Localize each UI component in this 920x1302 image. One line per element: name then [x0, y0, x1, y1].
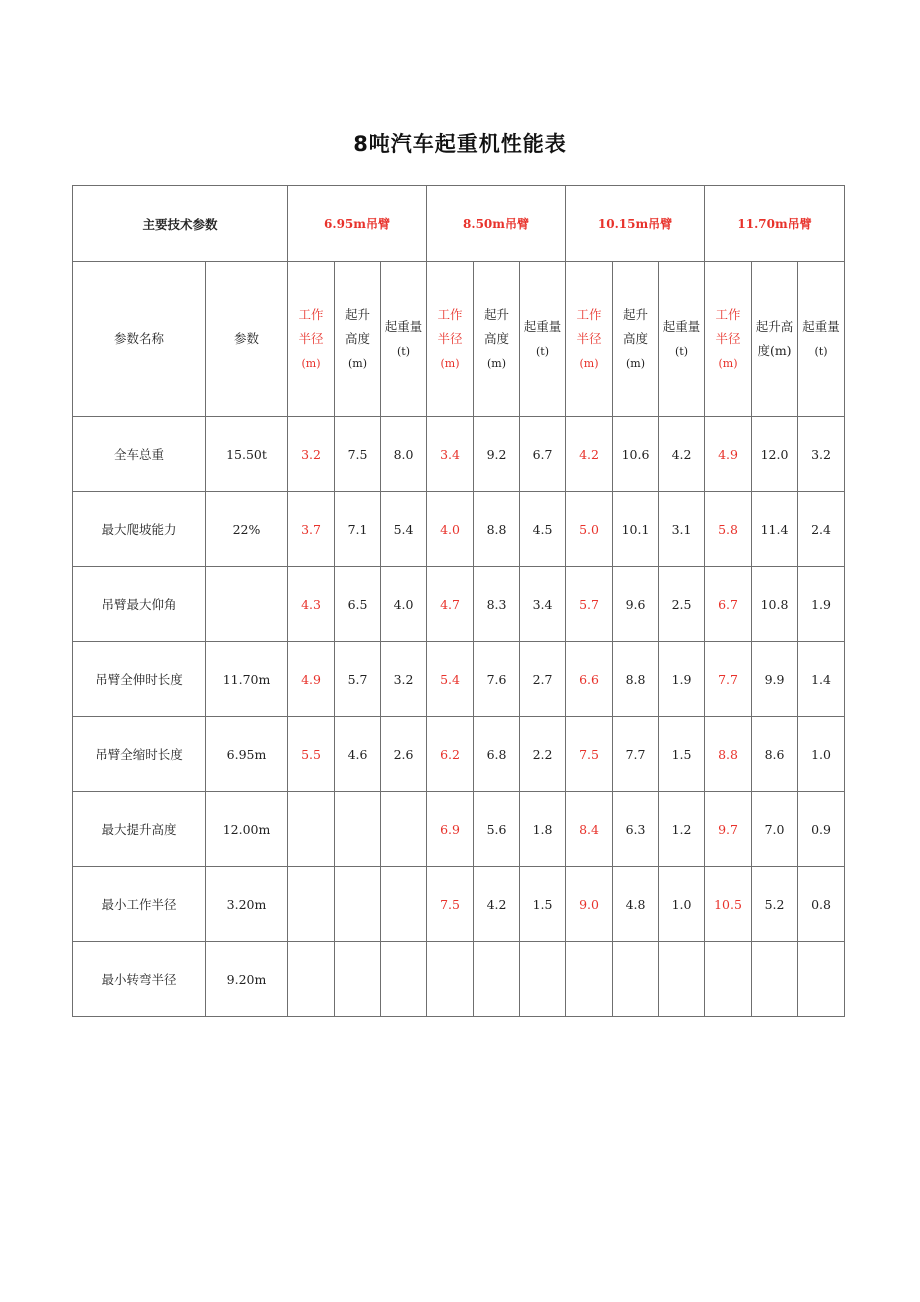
load-cell: 1.8	[520, 792, 566, 867]
radius-cell	[288, 792, 335, 867]
height-cell: 5.6	[474, 792, 520, 867]
radius-cell	[288, 942, 335, 1017]
load-cell: 1.2	[659, 792, 705, 867]
height-cell	[335, 867, 381, 942]
height-cell	[752, 942, 798, 1017]
height-cell: 6.8	[474, 717, 520, 792]
radius-cell: 9.0	[566, 867, 613, 942]
height-cell: 7.0	[752, 792, 798, 867]
table-row	[73, 567, 845, 642]
load-cell: 2.2	[520, 717, 566, 792]
load-header-1	[381, 262, 427, 417]
radius-cell	[566, 942, 613, 1017]
height-cell	[335, 792, 381, 867]
load-header-4-line-1: 起重量	[802, 318, 840, 334]
radius-header-2-line-1: 工作	[437, 306, 463, 322]
radius-header-4	[705, 262, 752, 417]
load-header-4-line-2: (t)	[814, 344, 828, 358]
load-cell: 2.6	[381, 717, 427, 792]
height-header-1-line-1: 起升	[345, 306, 371, 322]
param-name-cell: 最小工作半径	[73, 867, 206, 942]
param-name-header: 参数名称	[73, 262, 206, 417]
load-cell: 1.0	[659, 867, 705, 942]
radius-header-2-line-2: 半径	[437, 330, 463, 346]
radius-cell: 4.2	[566, 417, 613, 492]
radius-cell: 4.9	[288, 642, 335, 717]
radius-header-1-line-1: 工作	[298, 306, 324, 322]
radius-header-3-line-3: (m)	[579, 356, 599, 370]
load-cell: 5.4	[381, 492, 427, 567]
load-cell: 0.9	[798, 792, 845, 867]
load-cell: 4.5	[520, 492, 566, 567]
radius-cell: 4.0	[427, 492, 474, 567]
radius-cell: 7.7	[705, 642, 752, 717]
height-cell: 7.1	[335, 492, 381, 567]
height-header-2-line-3: (m)	[487, 356, 507, 370]
load-cell	[798, 942, 845, 1017]
load-header-1-line-2: (t)	[397, 344, 411, 358]
table-row	[73, 642, 845, 717]
load-header-2-line-2: (t)	[536, 344, 550, 358]
radius-cell: 5.4	[427, 642, 474, 717]
radius-cell: 5.7	[566, 567, 613, 642]
radius-cell: 6.7	[705, 567, 752, 642]
height-cell: 6.3	[613, 792, 659, 867]
table-row	[73, 942, 845, 1017]
header-row-subcolumns	[73, 262, 845, 417]
height-cell: 12.0	[752, 417, 798, 492]
table-row	[73, 792, 845, 867]
height-cell: 10.6	[613, 417, 659, 492]
load-cell: 3.1	[659, 492, 705, 567]
header-row-groups	[73, 186, 845, 262]
height-cell: 4.8	[613, 867, 659, 942]
load-cell: 4.0	[381, 567, 427, 642]
radius-header-3	[566, 262, 613, 417]
radius-cell: 5.5	[288, 717, 335, 792]
load-cell: 6.7	[520, 417, 566, 492]
radius-cell: 3.4	[427, 417, 474, 492]
radius-cell: 4.9	[705, 417, 752, 492]
load-cell: 3.2	[798, 417, 845, 492]
load-cell: 4.2	[659, 417, 705, 492]
load-cell: 0.8	[798, 867, 845, 942]
boom-header-4: 11.70m吊臂	[705, 186, 845, 262]
param-value-cell: 12.00m	[206, 792, 288, 867]
load-cell	[659, 942, 705, 1017]
radius-cell: 4.3	[288, 567, 335, 642]
param-value-cell	[206, 567, 288, 642]
boom-header-2: 8.50m吊臂	[427, 186, 566, 262]
radius-header-4-line-1: 工作	[715, 306, 741, 322]
height-header-3	[613, 262, 659, 417]
load-header-3	[659, 262, 705, 417]
height-header-3-line-3: (m)	[626, 356, 646, 370]
load-cell: 2.7	[520, 642, 566, 717]
height-cell: 8.3	[474, 567, 520, 642]
height-cell: 5.7	[335, 642, 381, 717]
table-row	[73, 717, 845, 792]
radius-cell: 8.8	[705, 717, 752, 792]
height-cell: 7.7	[613, 717, 659, 792]
param-value-cell: 22%	[206, 492, 288, 567]
height-header-1-line-2: 高度	[345, 330, 371, 346]
param-value-cell: 11.70m	[206, 642, 288, 717]
radius-cell: 4.7	[427, 567, 474, 642]
load-cell: 1.5	[520, 867, 566, 942]
load-cell: 3.2	[381, 642, 427, 717]
load-cell: 1.4	[798, 642, 845, 717]
crane-performance-table	[72, 185, 845, 1017]
radius-cell	[705, 942, 752, 1017]
radius-cell	[427, 942, 474, 1017]
param-name-cell: 最大提升高度	[73, 792, 206, 867]
radius-cell: 6.9	[427, 792, 474, 867]
load-header-2	[520, 262, 566, 417]
load-cell: 1.5	[659, 717, 705, 792]
load-cell: 2.5	[659, 567, 705, 642]
main-params-header: 主要技术参数	[73, 186, 288, 262]
radius-header-4-line-3: (m)	[718, 356, 738, 370]
height-cell: 5.2	[752, 867, 798, 942]
table-row	[73, 492, 845, 567]
height-header-4	[752, 262, 798, 417]
height-header-1-line-3: (m)	[348, 356, 368, 370]
param-name-cell: 最大爬坡能力	[73, 492, 206, 567]
height-header-4-line-1: 起升高	[755, 319, 794, 334]
radius-header-4-line-2: 半径	[715, 330, 741, 346]
param-name-cell: 全车总重	[73, 417, 206, 492]
load-cell	[381, 942, 427, 1017]
radius-cell: 5.0	[566, 492, 613, 567]
boom-header-3: 10.15m吊臂	[566, 186, 705, 262]
height-cell	[335, 942, 381, 1017]
height-cell: 9.2	[474, 417, 520, 492]
table-row	[73, 417, 845, 492]
param-name-cell: 吊臂全伸时长度	[73, 642, 206, 717]
height-cell: 8.6	[752, 717, 798, 792]
radius-cell: 5.8	[705, 492, 752, 567]
height-cell	[613, 942, 659, 1017]
load-cell: 2.4	[798, 492, 845, 567]
load-cell: 1.9	[798, 567, 845, 642]
load-cell: 1.0	[798, 717, 845, 792]
height-header-2	[474, 262, 520, 417]
height-header-4-line-2: 度(m)	[757, 343, 792, 358]
radius-cell: 3.2	[288, 417, 335, 492]
height-header-2-line-2: 高度	[484, 330, 510, 346]
boom-header-1: 6.95m吊臂	[288, 186, 427, 262]
height-cell: 7.5	[335, 417, 381, 492]
load-cell: 1.9	[659, 642, 705, 717]
radius-cell: 9.7	[705, 792, 752, 867]
radius-header-1-line-3: (m)	[301, 356, 321, 370]
param-name-cell: 吊臂全缩时长度	[73, 717, 206, 792]
load-header-3-line-2: (t)	[675, 344, 689, 358]
param-value-header: 参数	[206, 262, 288, 417]
radius-cell: 6.2	[427, 717, 474, 792]
radius-cell: 10.5	[705, 867, 752, 942]
height-cell: 7.6	[474, 642, 520, 717]
height-header-1	[335, 262, 381, 417]
height-cell: 9.9	[752, 642, 798, 717]
height-header-3-line-1: 起升	[623, 306, 649, 322]
radius-header-3-line-2: 半径	[576, 330, 602, 346]
param-value-cell: 9.20m	[206, 942, 288, 1017]
radius-header-2-line-3: (m)	[440, 356, 460, 370]
load-cell	[381, 867, 427, 942]
load-cell	[520, 942, 566, 1017]
height-cell: 4.6	[335, 717, 381, 792]
load-header-4	[798, 262, 845, 417]
param-name-cell: 最小转弯半径	[73, 942, 206, 1017]
radius-cell	[288, 867, 335, 942]
param-value-cell: 6.95m	[206, 717, 288, 792]
param-name-cell: 吊臂最大仰角	[73, 567, 206, 642]
height-cell: 4.2	[474, 867, 520, 942]
param-value-cell: 15.50t	[206, 417, 288, 492]
height-cell: 11.4	[752, 492, 798, 567]
load-header-1-line-1: 起重量	[384, 318, 423, 334]
radius-cell: 3.7	[288, 492, 335, 567]
load-header-2-line-1: 起重量	[523, 318, 562, 334]
height-cell: 6.5	[335, 567, 381, 642]
load-cell: 8.0	[381, 417, 427, 492]
radius-cell: 7.5	[427, 867, 474, 942]
height-header-2-line-1: 起升	[484, 306, 510, 322]
height-header-3-line-2: 高度	[623, 330, 649, 346]
radius-header-1-line-2: 半径	[298, 330, 324, 346]
table-row	[73, 867, 845, 942]
height-cell: 9.6	[613, 567, 659, 642]
page-title: 8吨汽车起重机性能表	[353, 132, 567, 156]
radius-header-1	[288, 262, 335, 417]
height-cell: 8.8	[474, 492, 520, 567]
height-cell: 10.8	[752, 567, 798, 642]
param-value-cell: 3.20m	[206, 867, 288, 942]
height-cell: 10.1	[613, 492, 659, 567]
radius-header-2	[427, 262, 474, 417]
radius-cell: 6.6	[566, 642, 613, 717]
load-cell: 3.4	[520, 567, 566, 642]
height-cell: 8.8	[613, 642, 659, 717]
load-header-3-line-1: 起重量	[662, 318, 701, 334]
height-cell	[474, 942, 520, 1017]
load-cell	[381, 792, 427, 867]
radius-header-3-line-1: 工作	[576, 306, 602, 322]
radius-cell: 7.5	[566, 717, 613, 792]
radius-cell: 8.4	[566, 792, 613, 867]
